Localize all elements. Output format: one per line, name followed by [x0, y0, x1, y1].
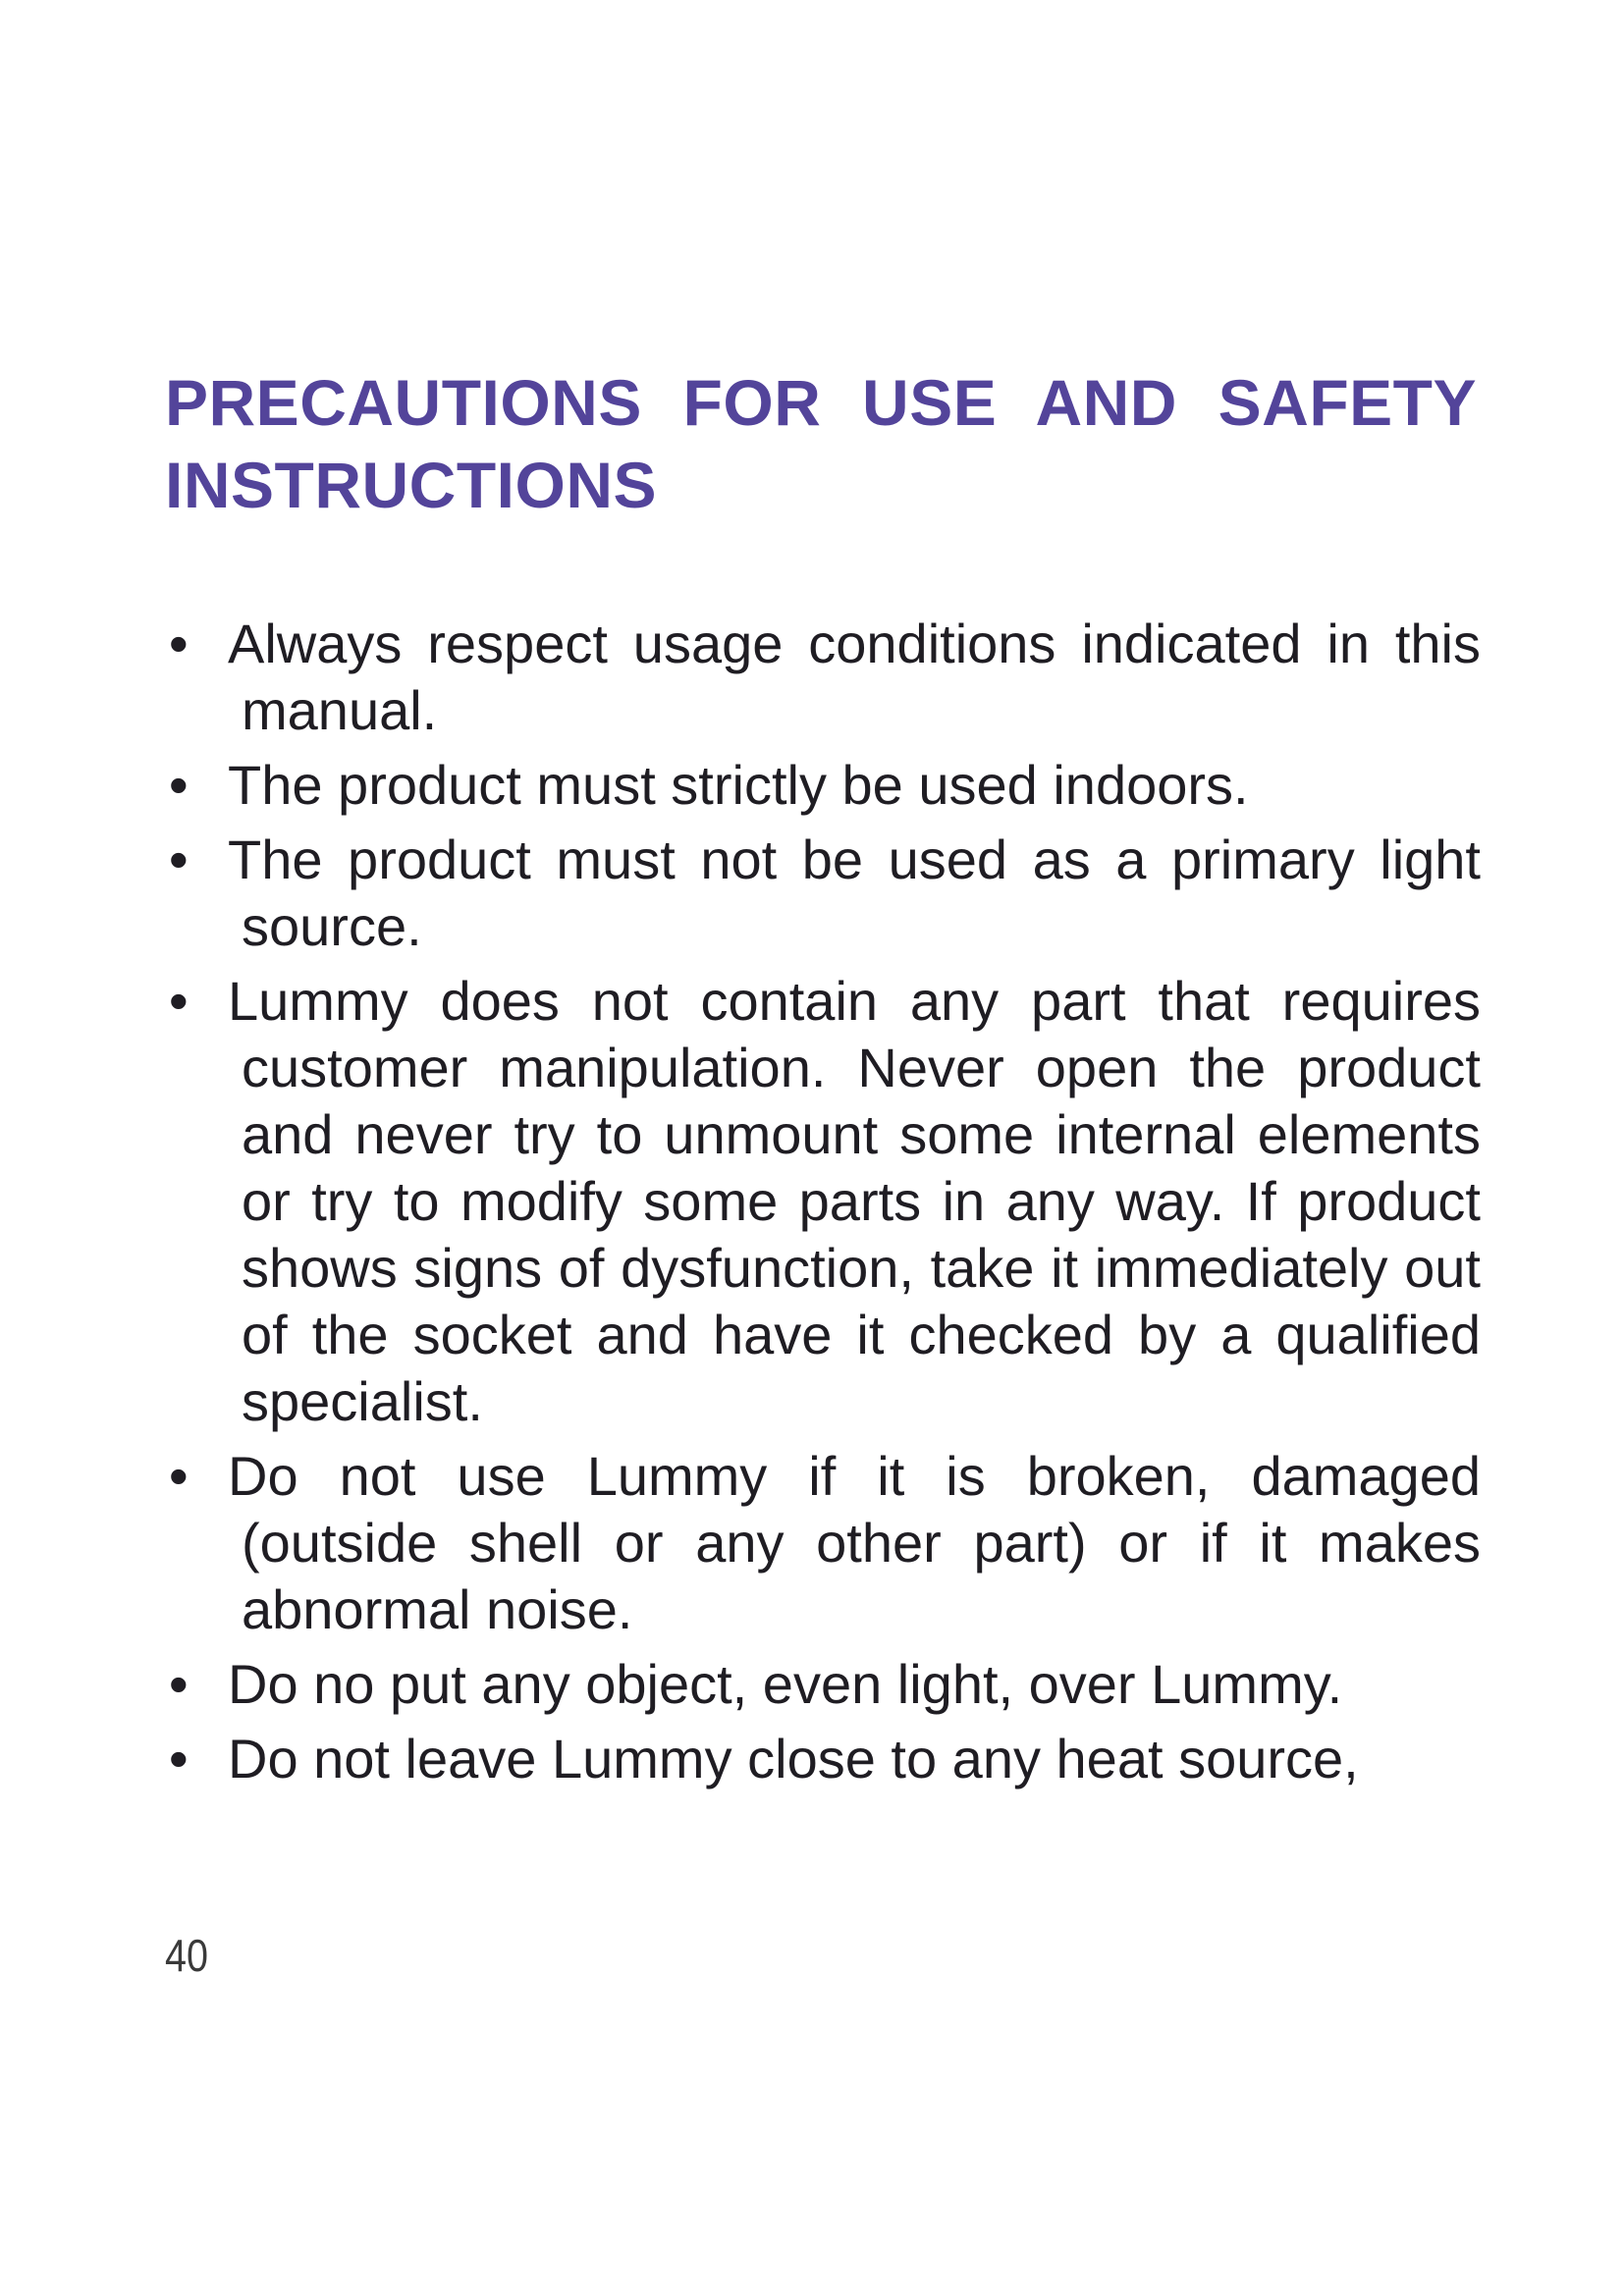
list-item-text: Always respect usage conditions indicated in this manual. — [228, 613, 1481, 741]
list-item — [165, 1651, 1481, 1718]
list-item — [165, 1443, 1481, 1643]
bullet-icon: • — [169, 1728, 189, 1789]
list-item — [165, 968, 1481, 1435]
list-item — [165, 1726, 1481, 1792]
list-item-text: Do not leave Lummy close to any heat source, — [228, 1728, 1359, 1789]
list-item — [165, 827, 1481, 960]
list-item-text: Lummy does not contain any part that requires customer manipulation. Never open the product and never try to unmount some internal elements or try to modify some parts in any way. If product shows signs of dysfunction, take it immediately out of the socket and have it checked by a qualified specialist. — [228, 970, 1481, 1432]
list-item — [165, 611, 1481, 744]
bullet-icon: • — [169, 754, 189, 816]
bullet-icon: • — [169, 1445, 189, 1507]
list-item-text: The product must strictly be used indoors. — [228, 754, 1249, 816]
list-item-text: Do not use Lummy if it is broken, damaged (outside shell or any other part) or if it makes abnormal noise. — [228, 1445, 1481, 1640]
bullet-icon: • — [169, 970, 189, 1032]
page-title — [165, 361, 1477, 526]
bullet-icon: • — [169, 828, 189, 890]
bullet-icon: • — [169, 613, 189, 674]
safety-instructions-list — [165, 611, 1481, 1792]
title-line-1: PRECAUTIONS FOR USE AND SAFETY — [165, 366, 1477, 439]
page-number: 40 — [165, 1930, 209, 1981]
list-item-text: The product must not be used as a primary light source. — [228, 828, 1481, 957]
list-item-text: Do no put any object, even light, over Lummy. — [228, 1653, 1343, 1715]
title-line-2: INSTRUCTIONS — [165, 449, 657, 521]
bullet-icon: • — [169, 1653, 189, 1715]
list-item — [165, 752, 1481, 819]
